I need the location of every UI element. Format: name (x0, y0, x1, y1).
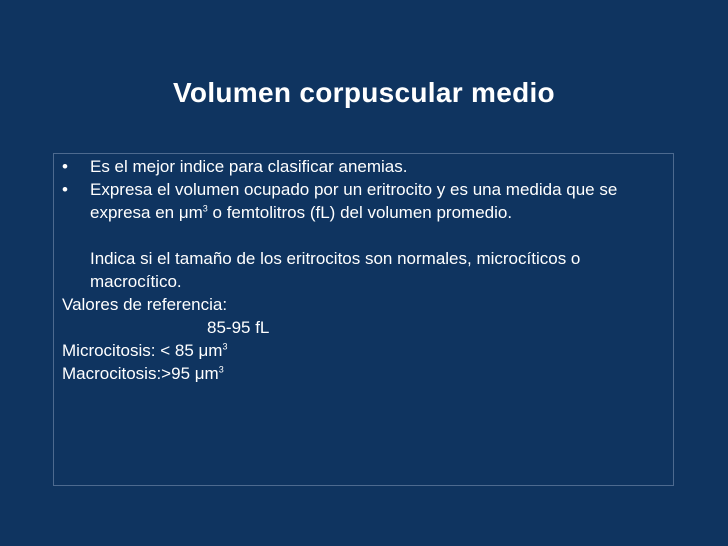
paragraph: Indica si el tamaño de los eritrocitos son normales, microcíticos o macrocítico. (90, 249, 581, 291)
unit-superscript: 3 (218, 364, 224, 375)
bullet-text (90, 180, 617, 222)
slide-body (62, 155, 674, 385)
bullet-text-part: Expresa el volumen ocupado por un eritrocito y es una medida que se expresa en μm (90, 180, 618, 222)
unit-superscript: 3 (202, 203, 208, 214)
bullet-item (62, 178, 674, 224)
reference-label: Valores de referencia: (62, 295, 228, 314)
macrocytosis-text: Macrocitosis:>95 μm (62, 364, 219, 383)
spacer (62, 224, 674, 247)
reference-value: 85-95 fL (207, 318, 270, 337)
bullet-item (62, 155, 674, 178)
bullet-text: Es el mejor indice para clasificar anemias. (90, 157, 408, 176)
macrocytosis-line (62, 362, 674, 385)
microcytosis-text: Microcitosis: < 85 μm (62, 341, 223, 360)
bullet-text-part: o femtolitros (fL) del volumen promedio. (207, 203, 513, 222)
bullet-dot-icon: • (62, 157, 68, 176)
microcytosis-line (62, 339, 674, 362)
unit-superscript: 3 (222, 341, 228, 352)
bullet-dot-icon: • (62, 180, 68, 199)
slide-title: Volumen corpuscular medio (173, 77, 555, 108)
